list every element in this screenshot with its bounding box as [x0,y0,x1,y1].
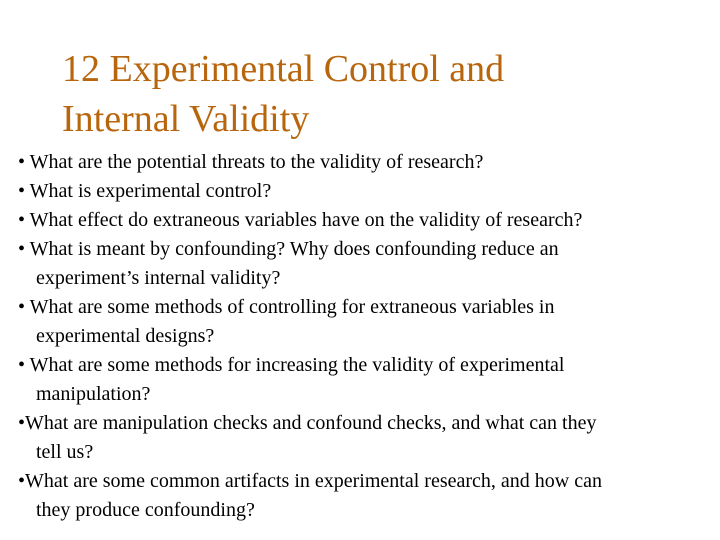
question-text-continuation: they produce confounding? [36,499,255,521]
slide-title [62,44,702,144]
question-text: • What is meant by confounding? Why does confounding reduce an [18,238,559,260]
question-item [18,206,718,235]
question-text-continuation: experiment’s internal validity? [36,267,281,289]
question-item [18,467,718,525]
question-text-continuation: tell us? [36,441,94,463]
question-text-continuation: experimental designs? [36,325,215,347]
question-text: •What are manipulation checks and confound checks, and what can they [18,412,597,434]
question-item [18,148,718,177]
question-list [18,148,718,525]
question-text: •What are some common artifacts in experimental research, and how can [18,470,602,492]
question-text-continuation: manipulation? [36,383,151,405]
question-item [18,409,718,467]
question-item [18,235,718,293]
slide-title-line-1: 12 Experimental Control and [62,48,505,90]
question-text: • What are some methods of controlling for extraneous variables in [18,296,555,318]
question-item [18,293,718,351]
question-text: • What effect do extraneous variables have on the validity of research? [18,209,583,231]
question-text: • What is experimental control? [18,180,272,202]
question-item [18,351,718,409]
question-text: • What are some methods for increasing the validity of experimental [18,354,565,376]
question-item [18,177,718,206]
slide-title-line-2: Internal Validity [62,98,310,140]
question-text: • What are the potential threats to the validity of research? [18,151,484,173]
